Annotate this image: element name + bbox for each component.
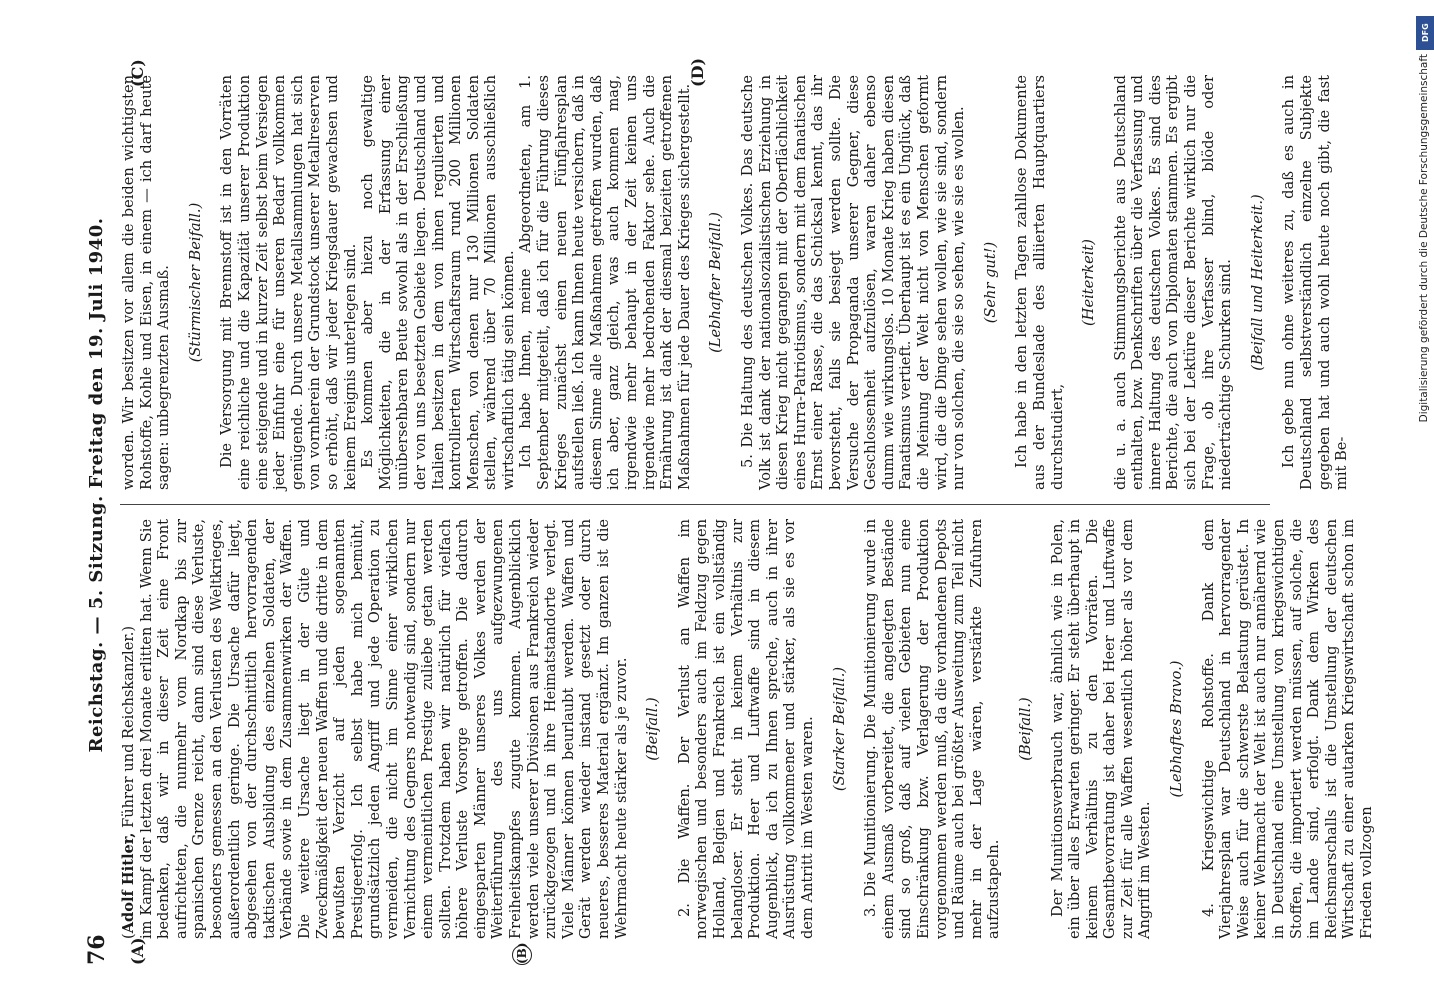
reaction: (Beifall und Heiterkeit.) (1248, 194, 1266, 371)
margin-letter-b: (B) (512, 945, 532, 965)
paragraph: 5. Die Haltung des deutschen Volkes. Das deutsche Volk ist dank der nationalsozialistischen Erziehung in diesen Krieg nicht gegangen mit der Oberflächlichkeit eines Hurra-Patriotismus, sondern mit dem fanatischen Ernst einer Rasse, die das Schicksal kennt, das ihr bevorsteht, falls sie besiegt werden sollte. Die Versuche der Propaganda unserer Gegner, diese Geschlossenheit aufzulösen, waren daher ebenso dumm wie wirkungslos. 10 Monate Krieg haben diesen Fanatismus vertieft. Überhaupt ist es ein Unglück, daß die Meinung der Welt nicht von Menschen geformt wird, die die Dinge sehen wollen, wie sie sind, sondern nur von solchen, die sie so sehen, wie sie es wollen. (739, 75, 968, 490)
margin-letter-d: (D) (688, 57, 707, 87)
paragraph: 4. Kriegswichtige Rohstoffe. Dank dem Vierjahresplan war Deutschland in hervorragender Weise auch für die schwerste Belastung gerüstet. In keiner Wehrmacht der Welt ist auch nur annähernd wie in Deutschland eine Umstellung von kriegswichtigen Stoffen, die importiert werden müssen, auf solche, die im Lande sind, erfolgt. Dank dem Wirken des Reichsmarschalls ist die Umstellung der deutschen Wirtschaft zu einer autarken Kriegswirtschaft schon im Frieden vollzogen (1199, 519, 1375, 939)
paragraph: Die Versorgung mit Brennstoff ist in den Vorräten eine reichliche und die Kapazität unserer Produktion eine steigende und in kurzer Zeit selbst beim Versiegen jeder Einfuhr eine für unseren Bedarf vollkommen genügende. Durch unsere Metallsammlungen hat sich von vornherein der Grundstock unserer Metallreserven so erhöht, daß wir jeder Kriegsdauer gewachsen und keinem Ereignis unterlegen sind. (218, 75, 359, 490)
reaction: (Sehr gut!) (981, 241, 999, 324)
left-column (120, 519, 1376, 939)
paragraph: Ich habe in den letzten Tagen zahllose Dokumente aus der Bundeslade des alliierten Hauptquartiers durchstudiert, (1013, 75, 1066, 490)
running-title: Reichstag. — 5. Sitzung. Freitag den 19. Juli 1940. (86, 217, 107, 753)
paragraph: Es kommen aber hiezu noch gewaltige Möglichkeiten, die in der Erfassung einer unübersehbaren Beute sowohl als in der Erschließung der von uns besetzten Gebiete liegen. Deutschland und Italien besitzen in dem von ihnen regulierten und kontrollierten Wirtschaftsraum rund 200 Millionen Menschen, von denen nur 130 Millionen Soldaten stellen, während über 70 Millionen ausschließlich wirtschaftlich tätig sein können. (359, 75, 517, 490)
page-header (80, 65, 116, 965)
paragraph: Ich habe Ihnen, meine Abgeordneten, am 1. September mitgeteilt, daß ich für die Führung dieses Krieges zunächst einen neuen Fünfjahresplan aufstellen ließ. Ich kann Ihnen heute versichern, daß in diesem Sinne alle Maßnahmen getroffen wurden, daß ich aber, ganz gleich, was auch kommen mag, irgendwie mehr behaupt in der Zeit keinen uns irgendwie mehr bedrohenden Faktor sehe. Auch die Ernährung ist dank der diesmal beizeiten getroffenen Maßnahmen für jede Dauer des Krieges sichergestellt. (517, 75, 693, 490)
speaker-role: Führer und Reichskanzler.) (120, 625, 137, 828)
page-number: 76 (84, 934, 110, 965)
rotated-page (80, 57, 1375, 965)
margin-letter-a: (A) (128, 937, 147, 965)
right-column (120, 75, 1351, 490)
paragraph: 3. Die Munitionierung. Die Munitionierung wurde in einem Ausmaß vorbereitet, die angelegten Bestände sind so groß, daß auf vielen Gebieten nun eine Einschränkung bzw. Verlagerung der Produktion vorgenommen werden muß, da die vorhandenen Depots und Räume auch bei größter Ausweitung zum Teil nicht mehr in der Lage wären, verstärkte Zufuhren aufzustapeln. (862, 519, 1003, 939)
column-divider (120, 504, 1270, 505)
reaction: (Lebhafter Beifall.) (707, 212, 725, 353)
reaction: (Starker Beifall.) (830, 666, 848, 792)
speaker-name: Adolf Hitler, (120, 832, 137, 934)
credit-text: Digitalisierung gefördert durch die Deutsche Forschungsgemeinschaft (1418, 54, 1430, 423)
reaction: (Stürmischer Beifall.) (186, 202, 204, 363)
dfg-logo: DFG (1416, 16, 1434, 50)
paragraph: worden. Wir besitzen vor allem die beiden wichtigsten Rohstoffe, Kohle und Eisen, in einem — ich darf heute sagen: unbegrenzten Ausmaß. (120, 75, 173, 490)
reaction: (Beifall.) (1016, 697, 1034, 761)
paragraph: Der Munitionsverbrauch war, ähnlich wie in Polen, ein über alles Erwarten geringer. Er steht überhaupt in keinem Verhältnis zu den Vorräten. Die Gesamtbevorratung ist daher bei Heer und Luftwaffe zur Zeit für alle Waffen wesentlich höher als vor dem Angriff im Westen. (1048, 519, 1154, 939)
digitization-credit (1400, 10, 1434, 1000)
reaction: (Heiterkeit) (1080, 239, 1098, 326)
reaction: (Beifall.) (644, 697, 662, 761)
paragraph: 2. Die Waffen. Der Verlust an Waffen im norwegischen und besonders auch im Feldzug gegen Holland, Belgien und Frankreich ist ein vollständig belangloser. Er steht in keinem Verhältnis zur Produktion. Heer und Luftwaffe sind in diesem Augenblick, da ich zu Ihnen spreche, auch in ihrer Ausrüstung vollkommener und stärker, als sie es vor dem Antritt im Westen waren. (675, 519, 816, 939)
reaction: (Lebhaftes Bravo.) (1168, 660, 1186, 798)
paragraph: die u. a. auch Stimmungsberichte aus Deutschland enthalten, bzw. Denkschriften über die Verfassung und innere Haltung des deutschen Volkes. Es sind dies Berichte, die auch von Diplomaten stammen. Es ergibt sich bei der Lektüre dieser Berichte wirklich nur die Frage, ob ihre Verfasser blind, blöde oder niederträchtige Schurken sind. (1111, 75, 1235, 490)
speaker-line: (Adolf Hitler, Führer und Reichskanzler.) (120, 625, 137, 939)
margin-letter-c: (C) (128, 59, 147, 87)
paragraph: Ich gebe nun ohne weiteres zu, daß es auch in Deutschland selbstverständlich einzelne Subjekte gegeben hat und auch wohl heute noch gibt, die fast mit Be- (1280, 75, 1351, 490)
paragraph: im Kampf der letzten drei Monate erlitten hat. Wenn Sie bedenken, daß wir in dieser Zeit eine Front aufrichteten, die nunmehr vom Nordkap bis zur spanischen Grenze reicht, dann sind diese Verluste, besonders gemessen an den Verlusten des Weltkrieges, außerordentlich geringe. Die Ursache dafür liegt, abgesehen von der durchschnittlich hervorragenden taktischen Ausbildung des einzelnen Soldaten, der Verbände sowie in dem Zusammenwirken der Waffen. Die weitere Ursache liegt in der Güte und Zweckmäßigkeit der neuen Waffen und die dritte in dem bewußten Verzicht auf jeden sogenannten Prestigeerfolg. Ich selbst habe mich bemüht, grundsätzlich jeden Angriff und jede Operation zu vermeiden, die nicht im Sinne einer wirklichen Vernichtung des Gegners notwendig sind, sondern nur einem vermeintlichen Prestige zuliebe getan werden sollten. Trotzdem haben wir natürlich für vielfach höhere Verluste Vorsorge getroffen. Die dadurch eingesparten Männer unseres Volkes werden der Weiterführung des uns aufgezwungenen Freiheitskampfes zugute kommen. Augenblicklich werden viele unserer Divisionen aus Frankreich wieder zurückgezogen und in ihre Heimatstandorte verlegt. Viele Männer können beurlaubt werden. Waffen und Gerät werden wieder instand gesetzt oder durch neueres, besseres Material ergänzt. Im ganzen ist die Wehrmacht heute stärker als je zuvor. (137, 519, 630, 939)
